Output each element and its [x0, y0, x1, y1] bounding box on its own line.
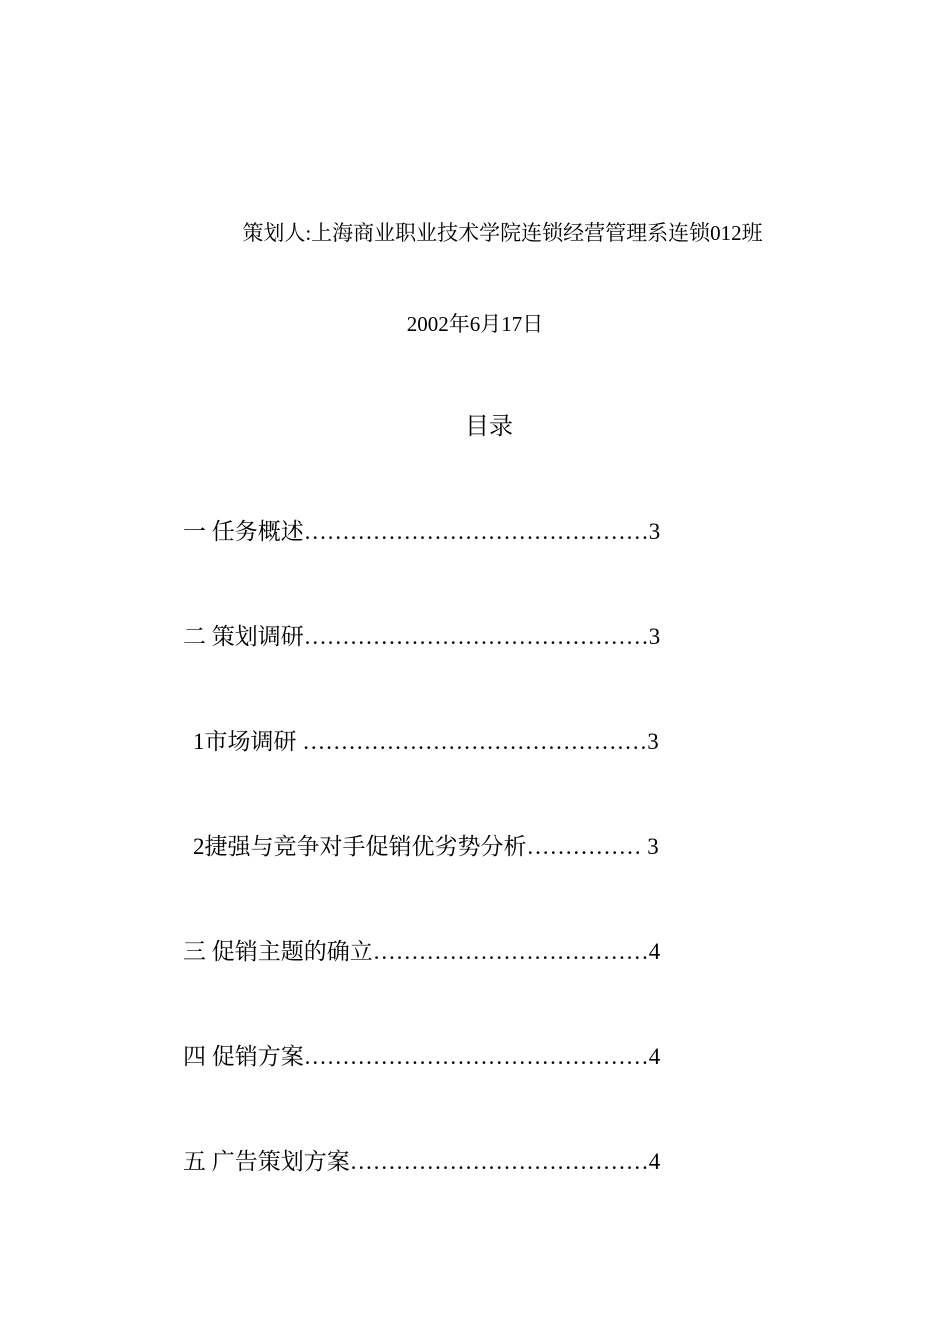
toc-entry-promotion-theme: 三 促销主题的确立………………………………4: [183, 939, 661, 964]
toc-entry-advertising-plan: 五 广告策划方案…………………………………4: [183, 1149, 661, 1174]
toc-entry-market-research: 1市场调研 ………………………………………3: [193, 729, 659, 754]
toc-entry-promotion-plan: 四 促销方案………………………………………4: [183, 1044, 661, 1069]
toc-entry-planning-research: 二 策划调研………………………………………3: [183, 624, 661, 649]
toc-title: 目录: [465, 414, 513, 440]
toc-entry-task-overview: 一 任务概述………………………………………3: [183, 519, 661, 544]
date-line: 2002年6月17日: [406, 312, 544, 336]
planner-line: 策划人:上海商业职业技术学院连锁经营管理系连锁012班: [242, 221, 763, 245]
toc-entry-competitor-analysis: 2捷强与竞争对手促销优劣势分析…………… 3: [193, 834, 659, 859]
